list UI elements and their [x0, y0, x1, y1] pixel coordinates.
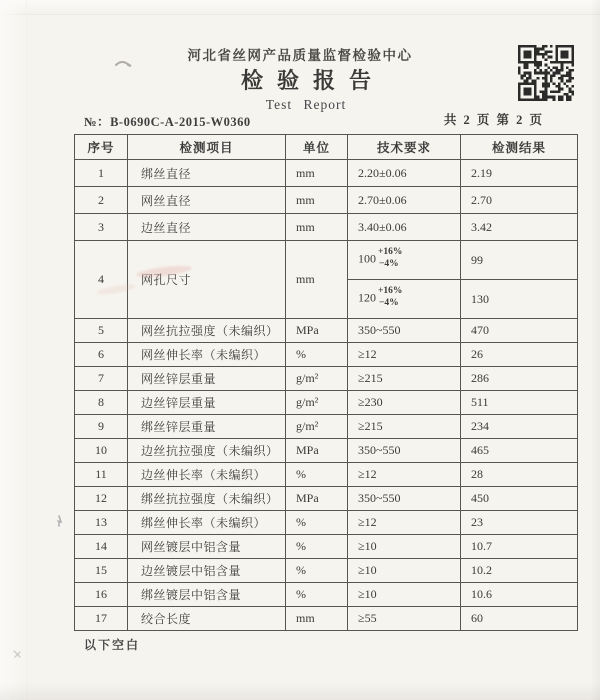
- row-item: 绑丝伸长率（未编织）: [128, 511, 286, 535]
- row-requirement: 2.70±0.06: [348, 187, 461, 214]
- tolerance-minus: −4%: [379, 297, 399, 308]
- tolerance-minus: −4%: [379, 258, 399, 269]
- row-requirement: 350~550: [348, 319, 461, 343]
- row-unit: mm: [286, 187, 348, 214]
- row-item: 绑丝抗拉强度（未编织）: [128, 487, 286, 511]
- row-result: 28: [461, 463, 578, 487]
- tolerance-plus: +16%: [378, 247, 403, 258]
- row-no: 17: [75, 607, 128, 631]
- row-result: 99: [461, 241, 578, 280]
- row-no: 12: [75, 487, 128, 511]
- row-result: 2.70: [461, 187, 578, 214]
- row-unit: mm: [286, 607, 348, 631]
- row-item: 网丝锌层重量: [128, 367, 286, 391]
- table-row: [75, 487, 578, 511]
- row-no: 15: [75, 559, 128, 583]
- table-row: [75, 187, 578, 214]
- row-unit: g/m²: [286, 367, 348, 391]
- row-requirement: ≥215: [348, 415, 461, 439]
- row-requirement: ≥10: [348, 535, 461, 559]
- row-unit: g/m²: [286, 391, 348, 415]
- row-requirement: [348, 241, 461, 280]
- col-header-no: 序号: [75, 135, 128, 160]
- row-no: 11: [75, 463, 128, 487]
- row-result: 511: [461, 391, 578, 415]
- scan-edge-left: [0, 0, 27, 700]
- row-unit: MPa: [286, 319, 348, 343]
- row-requirement: [348, 280, 461, 319]
- tolerance-range: [378, 247, 402, 270]
- row-no: 1: [75, 160, 128, 187]
- tolerance-base: 100: [358, 251, 376, 266]
- row-requirement: ≥12: [348, 463, 461, 487]
- row-item: 绞合长度: [128, 607, 286, 631]
- row-unit: %: [286, 463, 348, 487]
- row-no: 4: [75, 241, 128, 319]
- col-header-unit: 单位: [286, 135, 348, 160]
- row-item: 网丝伸长率（未编织）: [128, 343, 286, 367]
- row-result: 10.2: [461, 559, 578, 583]
- col-header-requirement: 技术要求: [348, 135, 461, 160]
- row-requirement: 350~550: [348, 439, 461, 463]
- row-no: 14: [75, 535, 128, 559]
- row-unit: %: [286, 583, 348, 607]
- col-header-result: 检测结果: [461, 135, 578, 160]
- row-item: 绑丝锌层重量: [128, 415, 286, 439]
- row-item: 边丝镀层中铝含量: [128, 559, 286, 583]
- table-row: [75, 559, 578, 583]
- row-requirement: 2.20±0.06: [348, 160, 461, 187]
- row-result: 3.42: [461, 214, 578, 241]
- row-no: 6: [75, 343, 128, 367]
- row-no: 3: [75, 214, 128, 241]
- row-result: 23: [461, 511, 578, 535]
- tolerance-range: [378, 286, 402, 309]
- row-no: 16: [75, 583, 128, 607]
- organization-name: 河北省丝网产品质量监督检验中心: [187, 48, 413, 63]
- row-requirement: ≥215: [348, 367, 461, 391]
- table-row: [75, 160, 578, 187]
- table-row: [75, 415, 578, 439]
- row-item: 绑丝直径: [128, 160, 286, 187]
- col-header-item: 检测项目: [128, 135, 286, 160]
- row-unit: MPa: [286, 439, 348, 463]
- scan-edge-right: [590, 0, 600, 700]
- row-item: 边丝伸长率（未编织）: [128, 463, 286, 487]
- report-subtitle-english: Test Report: [265, 97, 347, 112]
- page-indicator: 共 2 页 第 2 页: [443, 113, 544, 127]
- row-result: 470: [461, 319, 578, 343]
- row-unit: MPa: [286, 487, 348, 511]
- table-row: [75, 241, 578, 280]
- table-row: [75, 511, 578, 535]
- row-result: 450: [461, 487, 578, 511]
- row-no: 2: [75, 187, 128, 214]
- row-item: 绑丝镀层中铝含量: [128, 583, 286, 607]
- report-number-value: B-0690C-A-2015-W0360: [110, 115, 251, 129]
- row-result: 10.7: [461, 535, 578, 559]
- table-row: [75, 367, 578, 391]
- row-result: 2.19: [461, 160, 578, 187]
- row-requirement: ≥12: [348, 511, 461, 535]
- row-result: 26: [461, 343, 578, 367]
- table-row: [75, 439, 578, 463]
- row-requirement: 350~550: [348, 487, 461, 511]
- row-result: 286: [461, 367, 578, 391]
- row-requirement: ≥12: [348, 343, 461, 367]
- row-requirement: 3.40±0.06: [348, 214, 461, 241]
- row-item: 边丝抗拉强度（未编织）: [128, 439, 286, 463]
- tolerance-plus: +16%: [378, 286, 403, 297]
- row-item: 网丝直径: [128, 187, 286, 214]
- row-result: 130: [461, 280, 578, 319]
- row-requirement: ≥230: [348, 391, 461, 415]
- row-unit: g/m²: [286, 415, 348, 439]
- report-number-label: №：: [84, 115, 111, 129]
- table-header-row: [75, 135, 578, 160]
- row-item: 网孔尺寸: [128, 241, 286, 319]
- table-row: [75, 214, 578, 241]
- report-title: 检验报告: [240, 68, 385, 93]
- table-row: [75, 391, 578, 415]
- row-unit: %: [286, 535, 348, 559]
- row-no: 5: [75, 319, 128, 343]
- row-no: 9: [75, 415, 128, 439]
- row-no: 8: [75, 391, 128, 415]
- row-result: 234: [461, 415, 578, 439]
- qr-code-icon: [518, 45, 574, 101]
- row-result: 465: [461, 439, 578, 463]
- row-item: 边丝锌层重量: [128, 391, 286, 415]
- tolerance-base: 120: [358, 290, 376, 305]
- row-unit: mm: [286, 241, 348, 319]
- blank-below-note: 以下空白: [84, 638, 141, 652]
- table-row: [75, 343, 578, 367]
- row-unit: %: [286, 343, 348, 367]
- row-item: 边丝直径: [128, 214, 286, 241]
- row-requirement: ≥55: [348, 607, 461, 631]
- row-result: 10.6: [461, 583, 578, 607]
- row-unit: mm: [286, 160, 348, 187]
- row-unit: mm: [286, 214, 348, 241]
- table-row: [75, 583, 578, 607]
- scan-edge-top: [0, 0, 600, 15]
- row-requirement: ≥10: [348, 559, 461, 583]
- row-item: 网丝抗拉强度（未编织）: [128, 319, 286, 343]
- table-row: [75, 607, 578, 631]
- row-unit: %: [286, 559, 348, 583]
- row-no: 13: [75, 511, 128, 535]
- scan-artifact-pencil-mark: [52, 514, 66, 528]
- row-no: 10: [75, 439, 128, 463]
- row-no: 7: [75, 367, 128, 391]
- report-number: [84, 112, 251, 130]
- table-row: [75, 535, 578, 559]
- table-row: [75, 463, 578, 487]
- scan-edge-bottom: [0, 682, 600, 700]
- row-unit: %: [286, 511, 348, 535]
- row-requirement: ≥10: [348, 583, 461, 607]
- table-row: [75, 319, 578, 343]
- row-item: 网丝镀层中铝含量: [128, 535, 286, 559]
- row-result: 60: [461, 607, 578, 631]
- test-results-table: [74, 134, 578, 631]
